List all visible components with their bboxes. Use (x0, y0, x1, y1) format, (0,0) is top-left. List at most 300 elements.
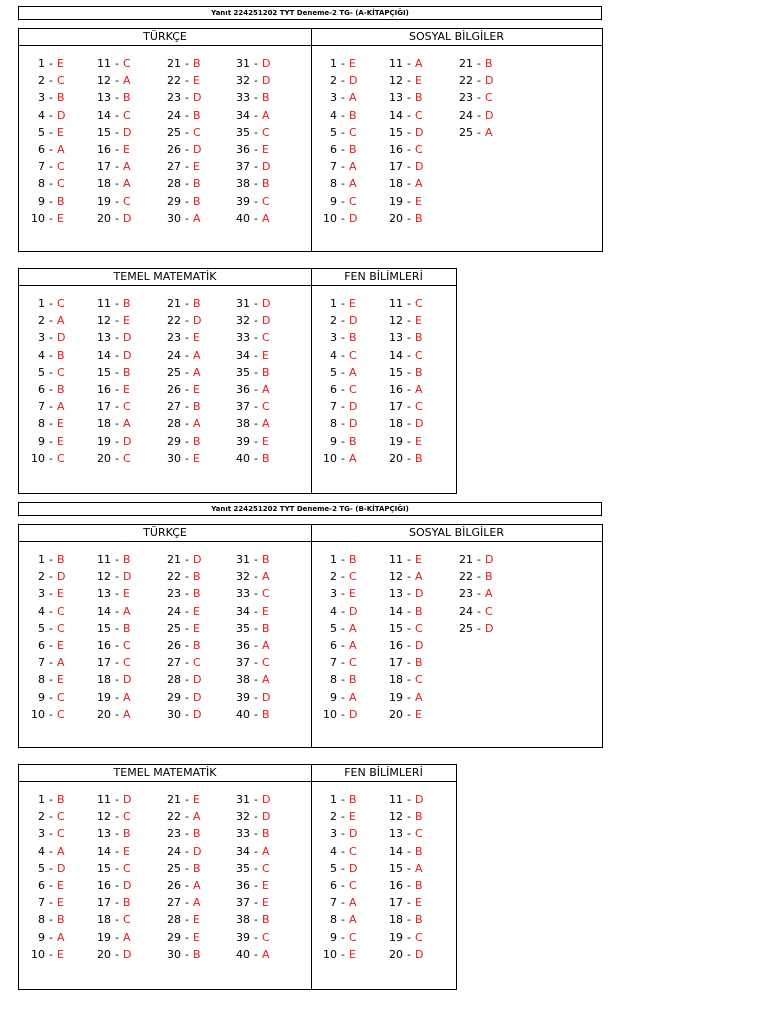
question-number: 21 (459, 57, 473, 70)
question-number: 16 (389, 142, 403, 156)
answer-item (159, 603, 201, 620)
answer-letter: C (123, 451, 131, 465)
separator: - (49, 211, 53, 225)
answer-item (315, 654, 357, 671)
question-number: 9 (330, 194, 337, 208)
answer-item (89, 929, 131, 946)
answer-item (228, 843, 270, 860)
answer-item (89, 433, 131, 450)
question-number: 11 (97, 793, 111, 806)
answer-item (159, 654, 201, 671)
answer-letter: D (349, 707, 358, 721)
question-number: 11 (389, 553, 403, 566)
answer-letter: C (349, 348, 357, 362)
question-number: 29 (167, 434, 181, 448)
separator: - (115, 861, 119, 875)
answer-item (315, 193, 357, 210)
answer-letter: C (123, 810, 131, 824)
answer-column (23, 551, 65, 723)
separator: - (407, 827, 411, 841)
answer-letter: C (57, 621, 65, 635)
section-header-matematik: TEMEL MATEMATİK (19, 269, 311, 286)
answer-item (159, 398, 201, 415)
answer-item (381, 107, 423, 124)
answer-letter: D (193, 553, 202, 566)
answer-letter: E (262, 878, 269, 892)
question-number: 14 (97, 604, 111, 618)
separator: - (407, 878, 411, 892)
answer-column (228, 295, 270, 467)
answer-item (381, 585, 423, 602)
answer-item (315, 671, 357, 688)
answer-item (228, 295, 270, 312)
separator: - (115, 417, 119, 431)
separator: - (115, 365, 119, 379)
answer-item (381, 312, 423, 329)
answer-item (381, 568, 423, 585)
separator: - (341, 690, 345, 704)
question-number: 16 (97, 638, 111, 652)
answer-letter: E (349, 810, 356, 824)
question-number: 21 (167, 553, 181, 566)
question-number: 21 (167, 57, 181, 70)
separator: - (407, 707, 411, 721)
answer-item (23, 946, 65, 963)
answer-letter: A (349, 365, 357, 379)
separator: - (254, 417, 258, 431)
answer-letter: C (262, 587, 270, 601)
separator: - (185, 793, 189, 806)
answer-item (315, 295, 357, 312)
question-number: 12 (97, 810, 111, 824)
section-header-sosyal: SOSYAL BİLGİLER (311, 525, 602, 542)
answer-item (23, 312, 65, 329)
separator: - (407, 621, 411, 635)
answer-item (23, 706, 65, 723)
separator: - (115, 656, 119, 670)
separator: - (254, 125, 258, 139)
answer-letter: B (57, 91, 65, 105)
answer-item (23, 141, 65, 158)
separator: - (115, 451, 119, 465)
answer-letter: B (415, 91, 423, 105)
answer-letter: A (193, 211, 201, 225)
question-number: 40 (236, 947, 250, 961)
answer-item (23, 894, 65, 911)
separator: - (115, 930, 119, 944)
answer-item (228, 55, 270, 72)
question-number: 19 (389, 434, 403, 448)
answer-item (381, 193, 423, 210)
answer-letter: A (262, 947, 270, 961)
answer-letter: B (57, 382, 65, 396)
separator: - (341, 707, 345, 721)
answer-item (315, 55, 357, 72)
separator: - (185, 314, 189, 328)
question-number: 18 (389, 673, 403, 687)
question-number: 37 (236, 896, 250, 910)
separator: - (407, 570, 411, 584)
separator: - (115, 827, 119, 841)
answer-item (381, 175, 423, 192)
answer-item (228, 210, 270, 227)
question-number: 17 (97, 160, 111, 174)
question-number: 26 (167, 142, 181, 156)
question-number: 3 (330, 91, 337, 105)
question-number: 32 (236, 74, 250, 88)
question-number: 20 (389, 947, 403, 961)
answer-letter: B (262, 365, 270, 379)
answer-letter: E (57, 434, 64, 448)
separator: - (185, 57, 189, 70)
question-number: 10 (31, 211, 45, 225)
question-number: 9 (38, 434, 45, 448)
separator: - (254, 74, 258, 88)
answer-letter: B (57, 793, 65, 806)
answer-letter: C (262, 125, 270, 139)
separator: - (341, 810, 345, 824)
separator: - (254, 160, 258, 174)
separator: - (115, 810, 119, 824)
answer-item (159, 843, 201, 860)
answer-item (315, 551, 357, 568)
question-number: 1 (330, 57, 337, 70)
answer-item (159, 107, 201, 124)
separator: - (49, 314, 53, 328)
separator: - (185, 365, 189, 379)
separator: - (115, 896, 119, 910)
separator: - (407, 74, 411, 88)
answer-item (159, 433, 201, 450)
answer-column (23, 55, 65, 227)
separator: - (407, 297, 411, 310)
question-number: 25 (167, 125, 181, 139)
question-number: 6 (330, 142, 337, 156)
separator: - (407, 348, 411, 362)
question-number: 10 (323, 451, 337, 465)
question-number: 14 (389, 348, 403, 362)
answer-item (159, 877, 201, 894)
answer-item (315, 689, 357, 706)
answer-item (23, 585, 65, 602)
separator: - (49, 160, 53, 174)
answer-item (89, 791, 131, 808)
answer-letter: C (57, 177, 65, 191)
separator: - (407, 673, 411, 687)
question-number: 16 (97, 382, 111, 396)
separator: - (477, 587, 481, 601)
separator: - (341, 570, 345, 584)
answer-item (159, 637, 201, 654)
answer-letter: A (262, 417, 270, 431)
answer-letter: A (262, 211, 270, 225)
answer-item (451, 603, 493, 620)
separator: - (254, 656, 258, 670)
separator: - (49, 553, 53, 566)
separator: - (49, 587, 53, 601)
answer-item (315, 124, 357, 141)
question-number: 23 (167, 827, 181, 841)
answer-letter: E (193, 621, 200, 635)
question-number: 10 (323, 707, 337, 721)
question-number: 8 (38, 673, 45, 687)
answer-column (89, 295, 131, 467)
separator: - (341, 142, 345, 156)
separator: - (185, 125, 189, 139)
separator: - (254, 57, 258, 70)
question-number: 15 (389, 621, 403, 635)
question-number: 20 (389, 707, 403, 721)
answer-item (89, 860, 131, 877)
answer-letter: E (193, 930, 200, 944)
answer-letter: C (485, 91, 493, 105)
separator: - (254, 844, 258, 858)
answer-item (23, 877, 65, 894)
answer-letter: A (349, 160, 357, 174)
answer-item (228, 381, 270, 398)
answer-letter: C (349, 570, 357, 584)
answer-letter: C (57, 827, 65, 841)
answer-item (381, 894, 423, 911)
answer-letter: A (57, 314, 65, 328)
answer-item (23, 329, 65, 346)
answer-item (381, 637, 423, 654)
separator: - (185, 604, 189, 618)
answer-item (89, 946, 131, 963)
answer-column (89, 551, 131, 723)
question-number: 19 (389, 930, 403, 944)
answer-letter: C (349, 125, 357, 139)
separator: - (185, 177, 189, 191)
answer-item (89, 603, 131, 620)
answer-item (381, 860, 423, 877)
question-number: 8 (38, 913, 45, 927)
answer-letter: C (123, 913, 131, 927)
question-number: 14 (97, 348, 111, 362)
question-number: 14 (97, 844, 111, 858)
answer-item (228, 107, 270, 124)
answer-item (89, 894, 131, 911)
answer-item (23, 107, 65, 124)
separator: - (407, 810, 411, 824)
question-number: 32 (236, 810, 250, 824)
answer-item (159, 175, 201, 192)
answer-letter: D (123, 348, 132, 362)
question-number: 17 (389, 656, 403, 670)
answer-item (23, 415, 65, 432)
question-number: 25 (459, 125, 473, 139)
question-number: 18 (97, 177, 111, 191)
answer-letter: E (262, 348, 269, 362)
separator: - (254, 400, 258, 414)
question-number: 20 (97, 211, 111, 225)
answer-item (89, 450, 131, 467)
answer-letter: E (123, 844, 130, 858)
question-number: 12 (389, 810, 403, 824)
separator: - (49, 570, 53, 584)
separator: - (115, 297, 119, 310)
answer-item (23, 158, 65, 175)
question-number: 10 (323, 211, 337, 225)
separator: - (49, 930, 53, 944)
answer-item (228, 551, 270, 568)
question-number: 31 (236, 57, 250, 70)
question-number: 7 (38, 896, 45, 910)
separator: - (185, 108, 189, 122)
answer-item (89, 671, 131, 688)
answer-item (381, 55, 423, 72)
question-number: 4 (38, 604, 45, 618)
separator: - (185, 194, 189, 208)
answer-letter: E (349, 587, 356, 601)
answer-letter: A (262, 382, 270, 396)
separator: - (407, 160, 411, 174)
question-number: 1 (330, 297, 337, 310)
answer-letter: E (415, 74, 422, 88)
question-number: 3 (38, 587, 45, 601)
answer-letter: C (262, 400, 270, 414)
answer-letter: B (415, 451, 423, 465)
separator: - (407, 947, 411, 961)
answer-item (89, 107, 131, 124)
question-number: 3 (38, 91, 45, 105)
answer-item (228, 637, 270, 654)
question-number: 27 (167, 896, 181, 910)
answer-item (451, 124, 493, 141)
answer-item (89, 877, 131, 894)
answer-letter: B (349, 434, 357, 448)
question-number: 9 (38, 690, 45, 704)
answer-letter: A (57, 930, 65, 944)
answer-letter: E (123, 314, 130, 328)
answer-item (159, 894, 201, 911)
answer-item (315, 637, 357, 654)
separator: - (49, 194, 53, 208)
answer-item (315, 72, 357, 89)
answer-item (159, 551, 201, 568)
answer-letter: E (193, 74, 200, 88)
separator: - (185, 142, 189, 156)
separator: - (185, 91, 189, 105)
answer-item (159, 929, 201, 946)
answer-item (159, 671, 201, 688)
answer-letter: D (193, 690, 202, 704)
answer-item (159, 689, 201, 706)
answer-letter: D (415, 587, 424, 601)
question-number: 33 (236, 91, 250, 105)
answer-item (315, 894, 357, 911)
answer-item (89, 312, 131, 329)
answer-item (315, 364, 357, 381)
answer-letter: B (262, 451, 270, 465)
answer-item (159, 585, 201, 602)
separator: - (341, 382, 345, 396)
answer-item (228, 654, 270, 671)
answer-letter: B (349, 108, 357, 122)
separator: - (115, 673, 119, 687)
answer-item (228, 450, 270, 467)
separator: - (407, 365, 411, 379)
question-number: 36 (236, 142, 250, 156)
question-number: 21 (167, 297, 181, 310)
separator: - (115, 177, 119, 191)
answer-item (381, 689, 423, 706)
answer-letter: B (193, 587, 201, 601)
question-number: 22 (167, 570, 181, 584)
separator: - (115, 793, 119, 806)
answer-item (228, 706, 270, 723)
answer-letter: A (349, 896, 357, 910)
answer-letter: D (349, 417, 358, 431)
question-number: 19 (97, 194, 111, 208)
question-number: 39 (236, 690, 250, 704)
answer-item (315, 175, 357, 192)
separator: - (185, 638, 189, 652)
answer-item (89, 398, 131, 415)
answer-letter: C (123, 108, 131, 122)
question-number: 30 (167, 707, 181, 721)
question-number: 1 (38, 553, 45, 566)
answer-letter: B (262, 827, 270, 841)
answer-item (23, 808, 65, 825)
question-number: 6 (38, 142, 45, 156)
separator: - (407, 57, 411, 70)
separator: - (49, 896, 53, 910)
question-number: 22 (459, 74, 473, 88)
question-number: 2 (330, 570, 337, 584)
answer-letter: C (262, 861, 270, 875)
separator: - (115, 913, 119, 927)
answer-letter: A (415, 382, 423, 396)
question-number: 18 (97, 913, 111, 927)
separator: - (185, 707, 189, 721)
separator: - (254, 793, 258, 806)
answer-item (228, 860, 270, 877)
question-number: 36 (236, 638, 250, 652)
answer-letter: D (193, 91, 202, 105)
answer-letter: A (262, 844, 270, 858)
answer-item (381, 158, 423, 175)
separator: - (115, 91, 119, 105)
answer-letter: D (193, 142, 202, 156)
answer-item (89, 551, 131, 568)
question-number: 9 (330, 690, 337, 704)
question-number: 11 (389, 297, 403, 310)
question-number: 17 (389, 160, 403, 174)
answer-item (159, 141, 201, 158)
question-number: 2 (330, 810, 337, 824)
section-divider (311, 29, 312, 251)
separator: - (49, 656, 53, 670)
answer-item (451, 72, 493, 89)
answer-letter: B (415, 878, 423, 892)
answer-letter: B (123, 297, 131, 310)
separator: - (49, 673, 53, 687)
separator: - (115, 621, 119, 635)
answer-item (381, 295, 423, 312)
answer-letter: C (349, 382, 357, 396)
question-number: 8 (330, 673, 337, 687)
answer-item (23, 911, 65, 928)
question-number: 2 (330, 74, 337, 88)
answer-letter: C (262, 194, 270, 208)
answer-letter: A (415, 690, 423, 704)
answer-item (315, 877, 357, 894)
separator: - (254, 331, 258, 345)
separator: - (477, 553, 481, 566)
question-number: 23 (167, 91, 181, 105)
separator: - (254, 947, 258, 961)
